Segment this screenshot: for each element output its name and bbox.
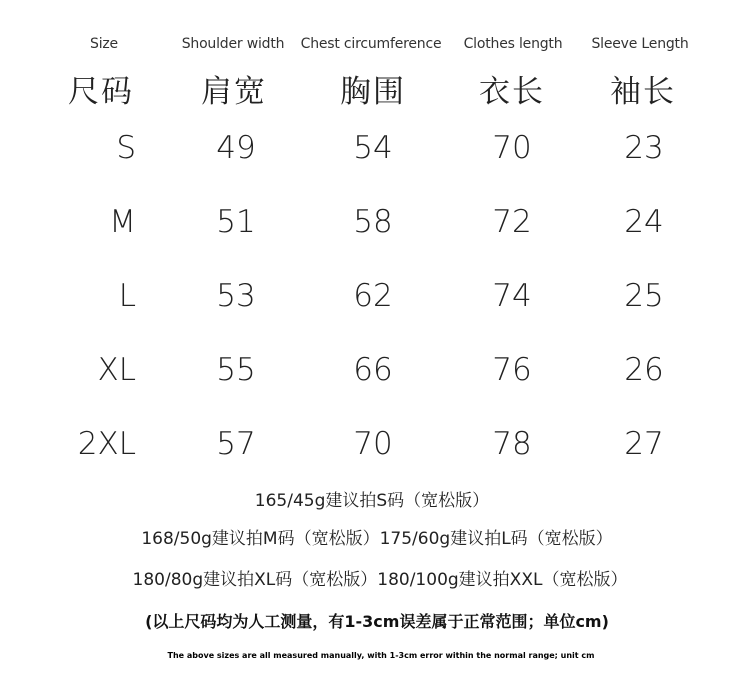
header-cn-chest: 胸围 (340, 74, 406, 110)
measurement-note-en: The above sizes are all measured manually, with 1-3cm error within the normal range; unit cm (167, 651, 595, 660)
table-cell: 55 (216, 352, 256, 388)
size-label: XL (97, 352, 136, 388)
header-en-chest: Chest circumference (300, 36, 442, 52)
table-cell: 54 (353, 130, 393, 166)
table-cell: 53 (216, 278, 256, 314)
table-cell: 27 (624, 426, 664, 462)
header-en-length: Clothes length (463, 36, 563, 52)
header-cn-shoulder: 肩宽 (201, 74, 267, 110)
table-cell: 76 (492, 352, 532, 388)
table-cell: 24 (624, 204, 664, 240)
table-cell: 23 (624, 130, 664, 166)
header-cn-size: 尺码 (68, 74, 134, 110)
measurement-note-cn: (以上尺码均为人工测量，有1-3cm误差属于正常范围；单位cm) (145, 612, 609, 631)
table-cell: 58 (353, 204, 393, 240)
table-cell: 62 (353, 278, 393, 314)
table-cell: 57 (216, 426, 256, 462)
header-en-sleeve: Sleeve Length (591, 36, 689, 52)
table-cell: 25 (624, 278, 664, 314)
recommendation-line: 165/45g建议拍S码（宽松版） (254, 491, 490, 511)
table-cell: 70 (353, 426, 393, 462)
table-cell: 74 (492, 278, 532, 314)
header-cn-length: 衣长 (479, 74, 545, 110)
header-en-size: Size (90, 36, 118, 52)
table-cell: 26 (624, 352, 664, 388)
table-cell: 66 (353, 352, 393, 388)
size-label: S (116, 130, 136, 166)
header-cn-sleeve: 袖长 (610, 74, 676, 110)
table-cell: 49 (216, 130, 256, 166)
recommendation-line: 180/80g建议拍XL码（宽松版）180/100g建议拍XXL（宽松版） (132, 570, 628, 590)
table-cell: 51 (216, 204, 256, 240)
recommendation-line: 168/50g建议拍M码（宽松版）175/60g建议拍L码（宽松版） (141, 529, 613, 549)
table-cell: 72 (492, 204, 532, 240)
size-label: L (118, 278, 136, 314)
size-label: M (109, 204, 136, 240)
table-cell: 70 (492, 130, 532, 166)
table-cell: 78 (492, 426, 532, 462)
header-en-shoulder: Shoulder width (181, 36, 285, 52)
size-label: 2XL (77, 426, 136, 462)
